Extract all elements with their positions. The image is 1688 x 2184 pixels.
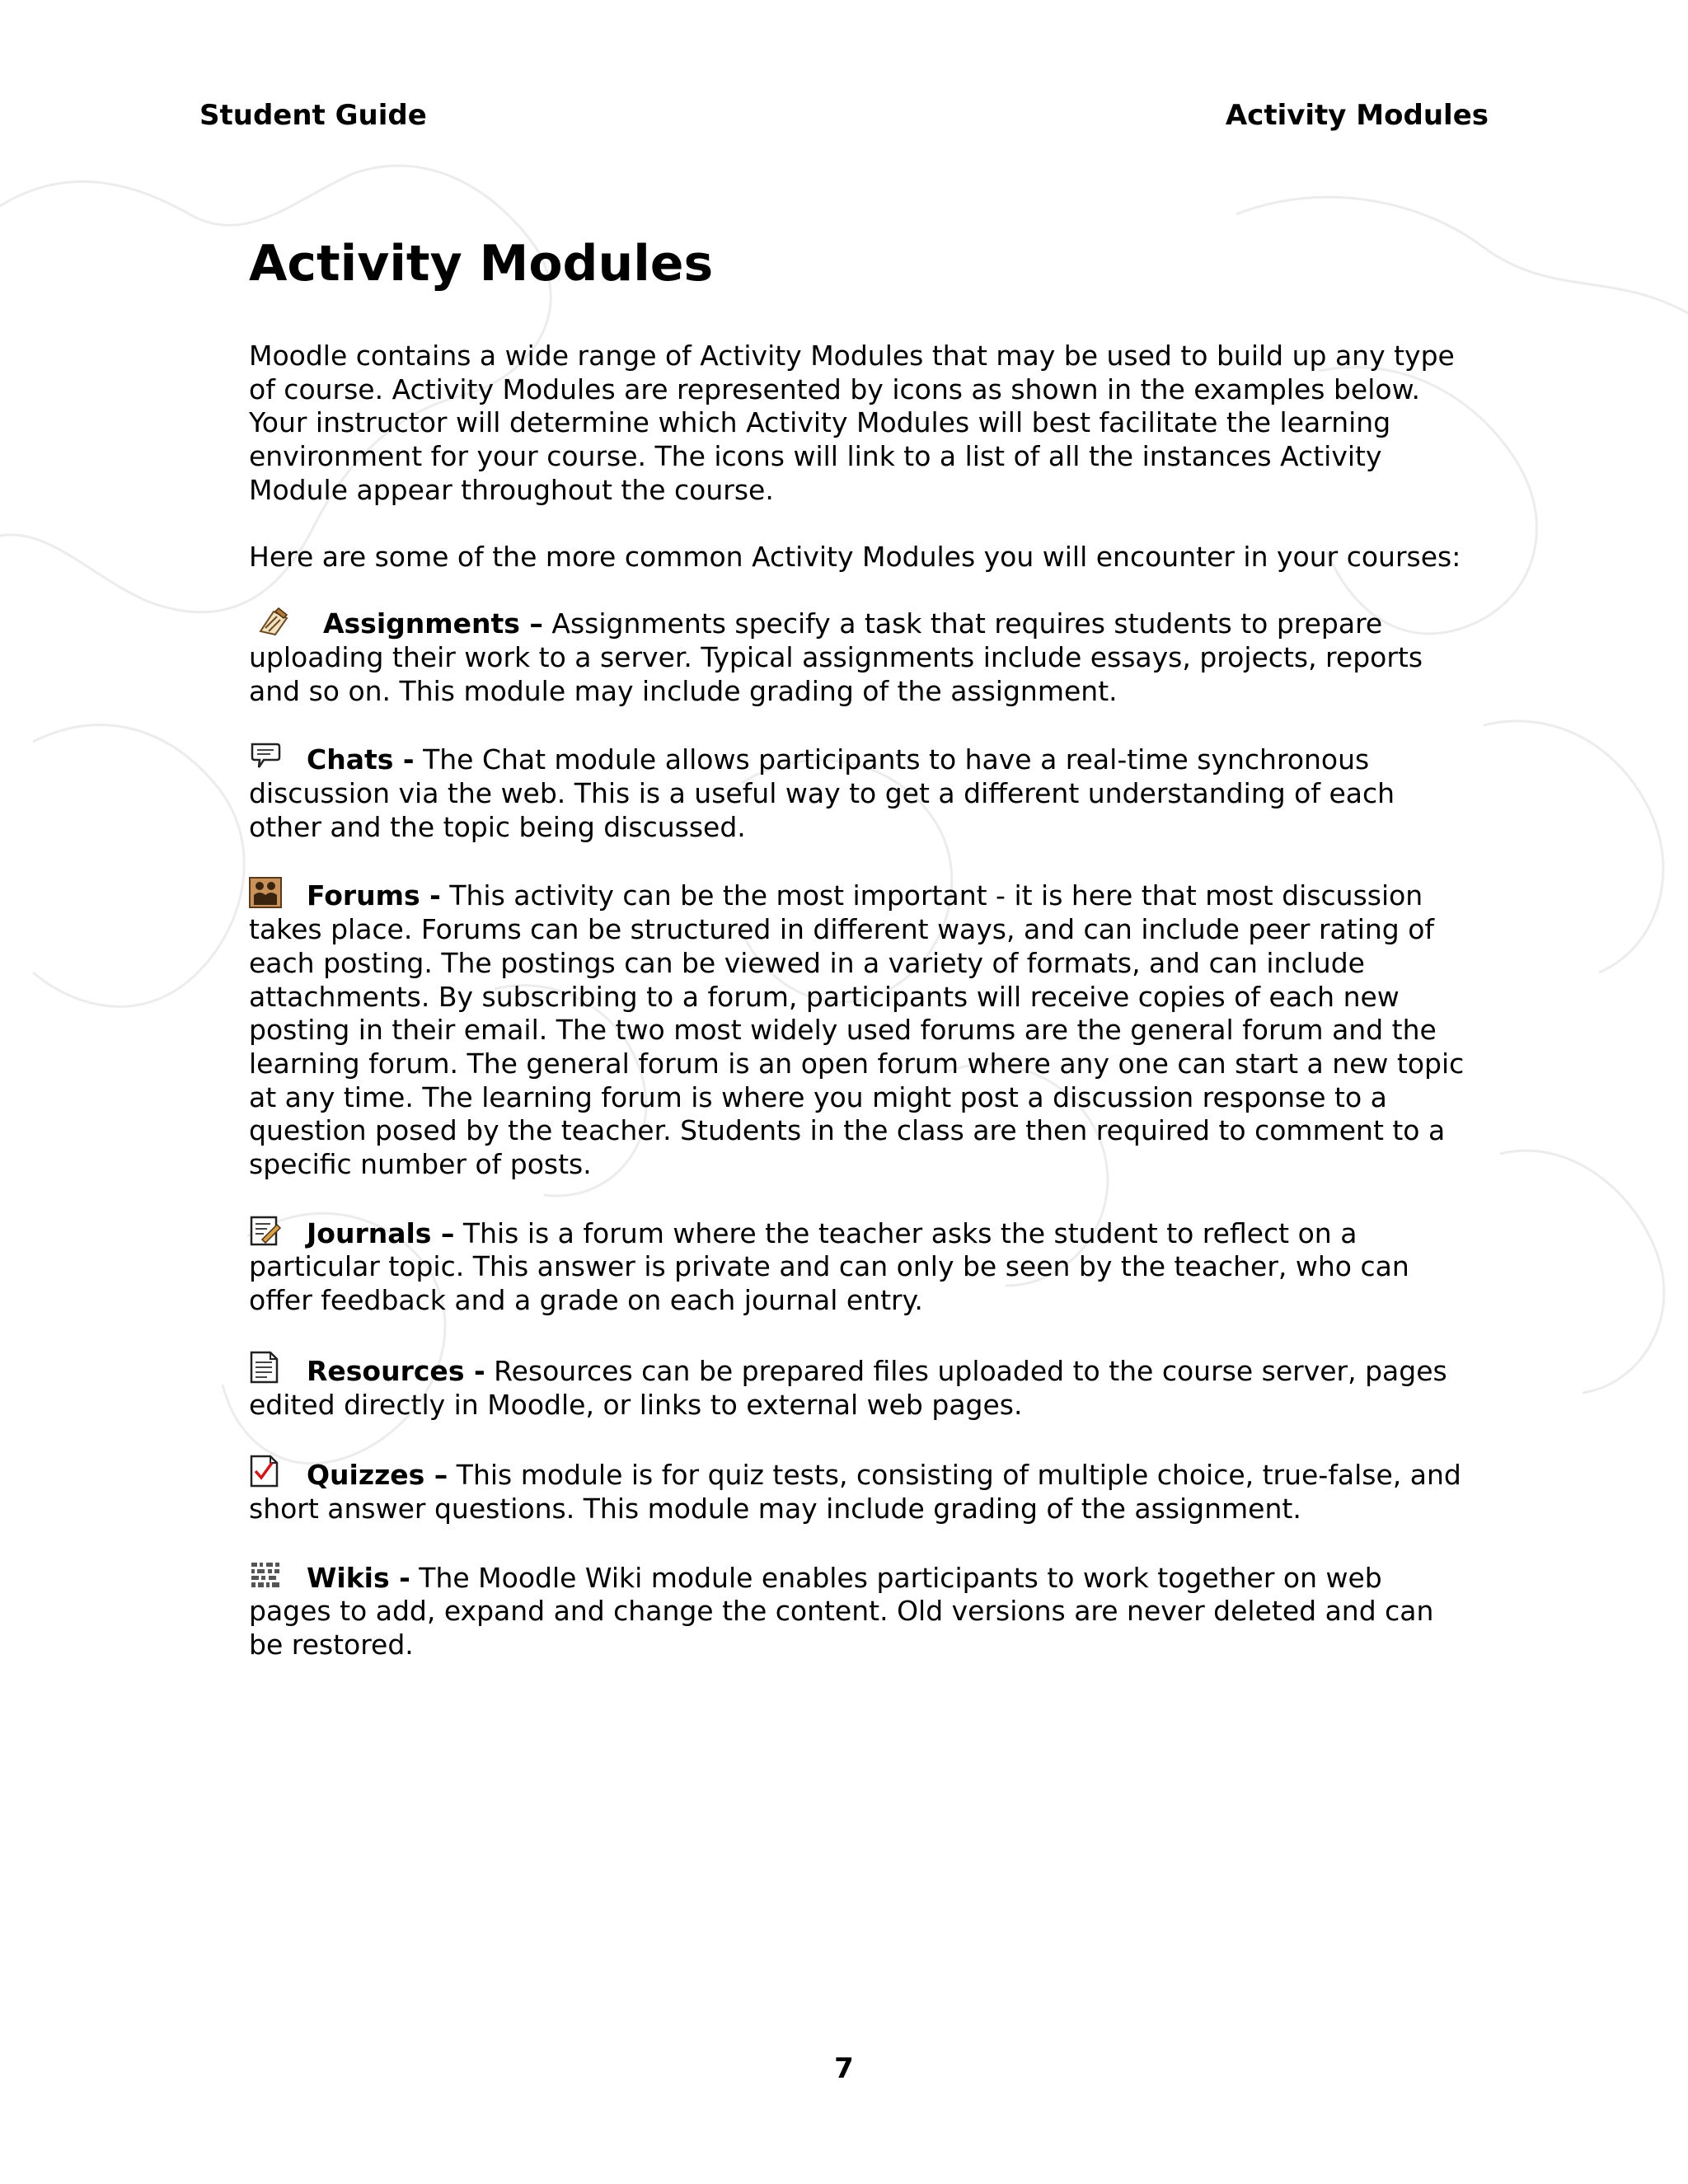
module-description: This is a forum where the teacher asks the student to reflect on a particular topic. This answer is private and can only be seen by the teacher, who can offer feedback and a grade on each journal entry. [249, 1216, 1409, 1317]
module-name: Forums - [307, 879, 441, 912]
running-header-right: Activity Modules [1225, 99, 1489, 132]
module-description: This module is for quiz tests, consisting of multiple choice, true-false, and short answer questions. This module may include grading of the assignment. [249, 1459, 1461, 1525]
module-quizzes [249, 1455, 1469, 1526]
module-name: Assignments – [323, 607, 543, 640]
page-title: Activity Modules [249, 235, 714, 293]
module-description: This activity can be the most important - it is here that most discussion takes place. Forums can be structured in different ways, and can include peer rating of each posting. The postings can be viewed in a variety of formats, and can include attachments. By subscribing to a forum, participants will receive copies of each new posting in their email. The two most widely used forums are the general forum and the learning forum. The general forum is an open forum where any one can start a new topic at any time. The learning forum is where you might post a discussion response to a question posed by the teacher. Students in the class are then required to comment to a specific number of posts. [249, 879, 1465, 1181]
wiki-icon[interactable] [249, 1559, 282, 1591]
intro-paragraph: Here are some of the more common Activity Modules you will encounter in your courses: [249, 540, 1461, 573]
module-description: Resources can be prepared files uploaded to the course server, pages edited directly in Moodle, or links to external web pages. [249, 1354, 1447, 1421]
module-journals [249, 1215, 1469, 1318]
module-description: The Chat module allows participants to have a real-time synchronous discussion via the web. This is a useful way to get a different understanding of each other and the topic being discussed. [249, 743, 1395, 843]
module-forums [249, 877, 1469, 1181]
module-chats [249, 741, 1469, 844]
assignment-icon[interactable] [257, 607, 290, 636]
module-resources [249, 1351, 1469, 1422]
forum-icon[interactable] [249, 877, 282, 908]
module-description: Assignments specify a task that requires students to prepare uploading their work to a server. Typical assignments include essays, projects, reports and so on. This module may include grading of the assignment. [249, 607, 1423, 707]
page-content [249, 232, 1469, 1695]
module-assignments [249, 607, 1469, 708]
module-description: The Moodle Wiki module enables participants to work together on web pages to add, expand and change the content. Old versions are never deleted and can be restored. [249, 1561, 1434, 1661]
module-wikis [249, 1559, 1469, 1662]
chat-icon[interactable] [249, 741, 282, 772]
module-name: Resources - [307, 1354, 485, 1387]
intro-paragraph: Moodle contains a wide range of Activity Modules that may be used to build up any type of course. Activity Modules are represented by icons as shown in the examples below. Your instructor will determine which Activity Modules will best facilitate the learning environment for your course. The icons will link to a list of all the instances Activity Module appear throughout the course. [249, 340, 1455, 506]
running-header-left: Student Guide [199, 99, 427, 132]
page-number: 7 [834, 2052, 854, 2085]
resource-icon[interactable] [249, 1351, 282, 1384]
module-name: Quizzes – [307, 1459, 448, 1492]
module-name: Wikis - [307, 1561, 410, 1594]
module-name: Chats - [307, 743, 415, 776]
module-name: Journals – [307, 1216, 455, 1249]
quiz-icon[interactable] [249, 1455, 282, 1488]
journal-icon[interactable] [249, 1215, 282, 1246]
